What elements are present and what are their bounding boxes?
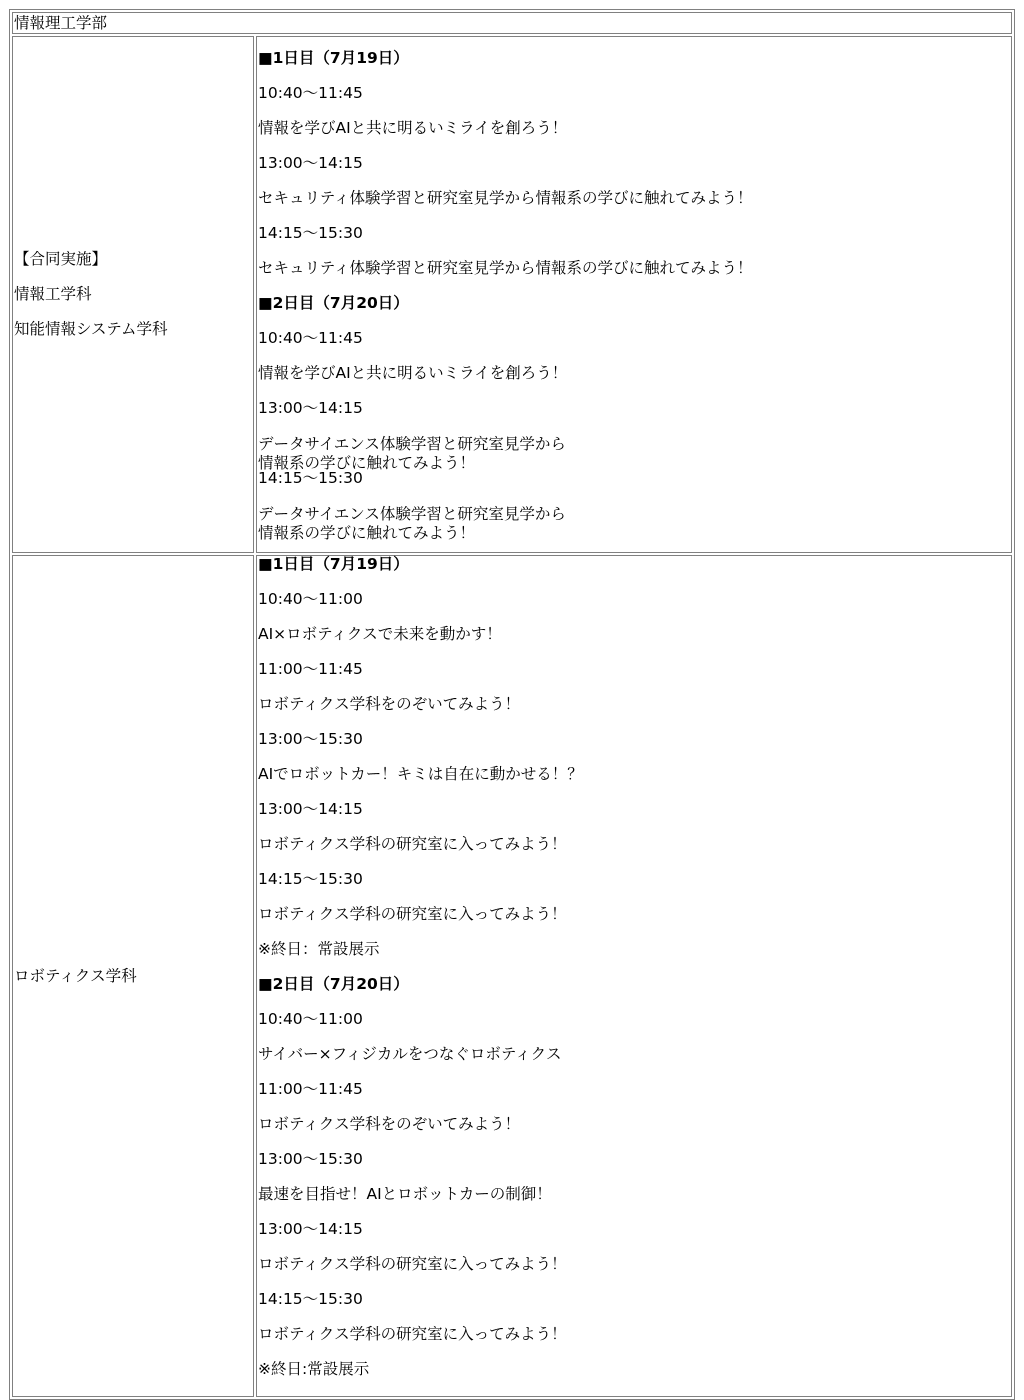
table-row [12,555,1012,1397]
time-slot: 11:00〜11:45 [258,660,363,678]
program-title: セキュリティ体験学習と研究室見学から情報系の学びに触れてみよう！ [258,258,753,277]
time-slot: 13:00〜14:15 [258,800,363,818]
time-slot: 13:00〜14:15 [258,153,363,172]
time-slot: 14:15〜15:30 [258,468,363,487]
department-label: 情報工学科 [14,285,92,303]
time-slot: 13:00〜15:30 [258,730,363,748]
program-title: ロボティクス学科の研究室に入ってみよう！ [258,1325,567,1343]
program-title: サイバー×フィジカルをつなぐロボティクス [258,1045,562,1063]
schedule-table [9,9,1015,1400]
time-slot: 10:40〜11:00 [258,590,363,608]
program-title: AIでロボットカー！キミは自在に動かせる！？ [258,765,583,783]
time-slot: 10:40〜11:00 [258,1010,363,1028]
program-title: 情報を学びAIと共に明るいミライを創ろう！ [258,118,568,137]
day-heading: ■1日目（7月19日） [258,555,409,573]
time-slot: 11:00〜11:45 [258,1080,363,1098]
department-label: 知能情報システム学科 [14,320,168,338]
day-heading: ■1日目（7月19日） [258,48,409,67]
day-heading: ■2日目（7月20日） [258,975,409,993]
time-slot: 14:15〜15:30 [258,1290,363,1308]
program-title: セキュリティ体験学習と研究室見学から情報系の学びに触れてみよう！ [258,188,753,207]
faculty-row [12,12,1012,34]
program-title: 最速を目指せ！AIとロボットカーの制御！ [258,1185,552,1203]
department-cell [12,555,254,1397]
time-slot: 14:15〜15:30 [258,223,363,242]
day-heading: ■2日目（7月20日） [258,293,409,312]
program-cell [256,555,1012,1397]
program-title: データサイエンス体験学習と研究室見学から 情報系の学びに触れてみよう！ [258,434,566,472]
time-slot: 13:00〜14:15 [258,398,363,417]
program-title: データサイエンス体験学習と研究室見学から 情報系の学びに触れてみよう！ [258,504,566,542]
exhibit-note: ※終日:常設展示 [258,1360,370,1378]
program-title: ロボティクス学科の研究室に入ってみよう！ [258,905,567,923]
time-slot: 14:15〜15:30 [258,870,363,888]
department-cell [12,36,254,553]
faculty-name: 情報理工学部 [12,12,1012,34]
program-title: ロボティクス学科をのぞいてみよう！ [258,695,521,713]
exhibit-note: ※終日：常設展示 [258,940,380,958]
time-slot: 13:00〜14:15 [258,1220,363,1238]
program-title: ロボティクス学科の研究室に入ってみよう！ [258,1255,567,1273]
program-title: 情報を学びAIと共に明るいミライを創ろう！ [258,363,568,382]
program-title: ロボティクス学科をのぞいてみよう！ [258,1115,521,1133]
department-label: 【合同実施】 [14,250,108,268]
time-slot: 10:40〜11:45 [258,83,363,102]
department-label: ロボティクス学科 [14,966,137,985]
table-row [12,36,1012,553]
program-cell [256,36,1012,553]
program-title: ロボティクス学科の研究室に入ってみよう！ [258,835,567,853]
time-slot: 13:00〜15:30 [258,1150,363,1168]
time-slot: 10:40〜11:45 [258,328,363,347]
program-title: AI×ロボティクスで未来を動かす！ [258,625,502,643]
